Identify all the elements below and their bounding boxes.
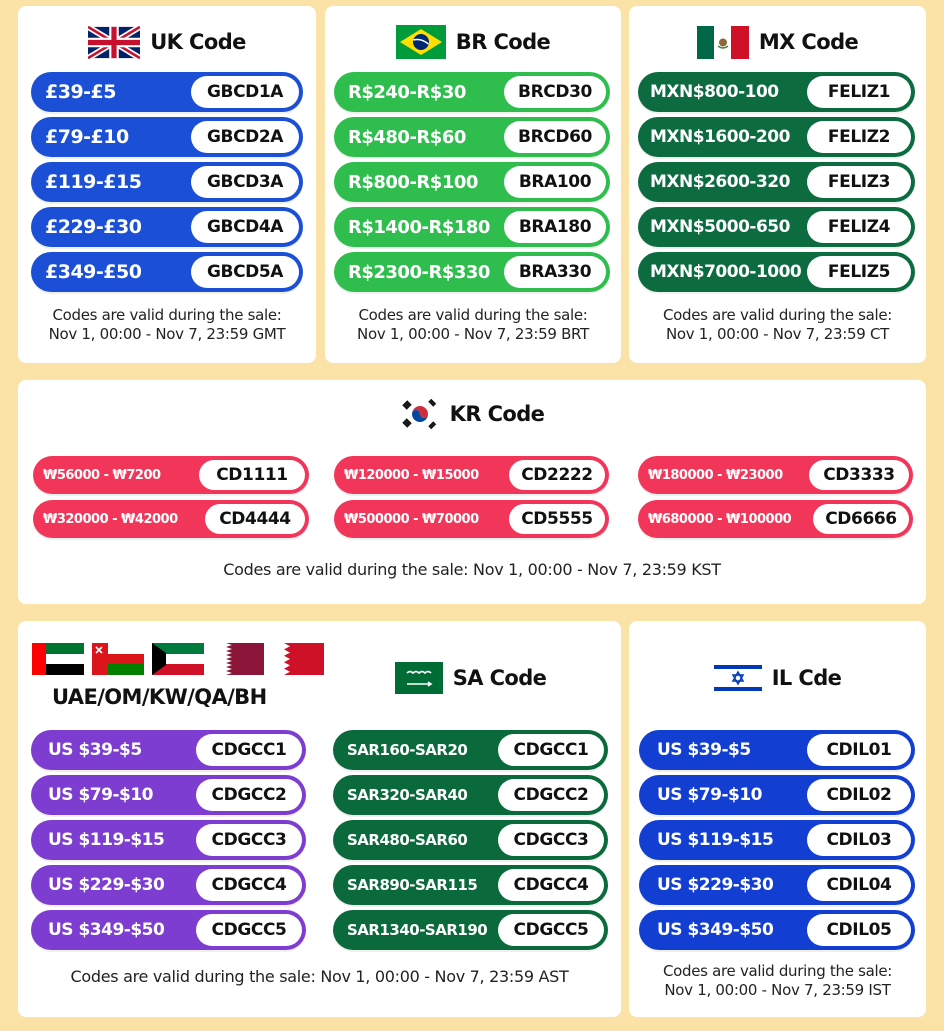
validity-note-line2: Nov 1, 00:00 - Nov 7, 23:59 BRT bbox=[357, 325, 589, 343]
discount-value: MXN$7000-1000 bbox=[650, 262, 802, 282]
promo-code[interactable]: BRA180 bbox=[504, 211, 606, 243]
validity-note-line2: Nov 1, 00:00 - Nov 7, 23:59 IST bbox=[664, 981, 891, 999]
discount-value: R$240-R$30 bbox=[348, 81, 466, 103]
code-row[interactable] bbox=[333, 775, 608, 815]
promo-code[interactable]: CDGCC4 bbox=[196, 869, 302, 901]
promo-code[interactable]: GBCD4A bbox=[191, 211, 299, 243]
promo-code[interactable]: BRA100 bbox=[504, 166, 606, 198]
uk-code-header bbox=[18, 26, 316, 58]
promo-code[interactable]: CD6666 bbox=[813, 504, 909, 534]
promo-code[interactable]: CDIL02 bbox=[807, 779, 911, 811]
discount-value: US $39-$5 bbox=[657, 740, 751, 760]
discount-value: £119-£15 bbox=[45, 171, 142, 193]
validity-note-line2: Nov 1, 00:00 - Nov 7, 23:59 CT bbox=[665, 325, 890, 343]
code-row[interactable] bbox=[638, 117, 915, 157]
panel-title: UK Code bbox=[150, 30, 246, 54]
discount-value: R$1400-R$180 bbox=[348, 216, 490, 238]
promo-code[interactable]: CDGCC5 bbox=[196, 914, 302, 946]
promo-code[interactable]: CD4444 bbox=[205, 504, 305, 534]
code-row[interactable] bbox=[31, 775, 306, 815]
discount-value: US $229-$30 bbox=[48, 875, 165, 895]
discount-value: US $349-$50 bbox=[657, 920, 774, 940]
code-row[interactable] bbox=[638, 252, 915, 292]
discount-value: US $79-$10 bbox=[48, 785, 153, 805]
discount-value: US $119-$15 bbox=[657, 830, 774, 850]
code-row[interactable] bbox=[334, 162, 610, 202]
code-row[interactable] bbox=[31, 820, 306, 860]
gcc-sa-code-panel bbox=[18, 621, 621, 1017]
code-row[interactable] bbox=[31, 865, 306, 905]
br-code-header bbox=[325, 26, 621, 58]
uk-code-list bbox=[31, 72, 303, 297]
br-code-panel bbox=[325, 6, 621, 363]
mexico-flag-icon bbox=[697, 26, 749, 59]
sa-code-header bbox=[320, 661, 621, 695]
discount-value: MXN$5000-650 bbox=[650, 217, 790, 237]
promo-code[interactable]: GBCD1A bbox=[191, 76, 299, 108]
code-row[interactable] bbox=[333, 730, 608, 770]
promo-code[interactable]: CDGCC3 bbox=[196, 824, 302, 856]
validity-note bbox=[18, 306, 316, 344]
code-row[interactable] bbox=[31, 117, 303, 157]
mx-code-list bbox=[638, 72, 915, 297]
promo-code[interactable]: CDIL04 bbox=[807, 869, 911, 901]
validity-note-line1: Codes are valid during the sale: bbox=[52, 306, 282, 324]
code-row[interactable] bbox=[334, 117, 610, 157]
validity-note: Codes are valid during the sale: Nov 1, 00:00 - Nov 7, 23:59 AST bbox=[70, 967, 569, 986]
discount-value: ₩56000 - ₩7200 bbox=[43, 467, 161, 483]
code-row[interactable] bbox=[334, 207, 610, 247]
validity-note-line1: Codes are valid during the sale: bbox=[662, 306, 893, 324]
discount-value: £39-£5 bbox=[45, 81, 116, 103]
code-row[interactable] bbox=[639, 730, 915, 770]
brazil-flag-icon bbox=[396, 25, 446, 59]
discount-value: ₩180000 - ₩23000 bbox=[648, 467, 783, 483]
discount-value: ₩500000 - ₩70000 bbox=[344, 511, 479, 527]
code-row[interactable] bbox=[333, 820, 608, 860]
promo-code[interactable]: GBCD3A bbox=[191, 166, 299, 198]
code-row[interactable] bbox=[333, 910, 608, 950]
discount-value: US $119-$15 bbox=[48, 830, 165, 850]
kr-code-header bbox=[18, 396, 926, 432]
promo-code[interactable]: FELIZ4 bbox=[807, 211, 911, 243]
promo-code[interactable]: CD1111 bbox=[199, 460, 305, 490]
code-row[interactable] bbox=[31, 207, 303, 247]
kr-code-panel bbox=[18, 380, 926, 604]
discount-value: R$480-R$60 bbox=[348, 126, 466, 148]
panel-title: MX Code bbox=[758, 30, 859, 54]
promo-code[interactable]: BRA330 bbox=[504, 256, 606, 288]
panel-title: KR Code bbox=[449, 402, 545, 426]
saudi-arabia-flag-icon bbox=[395, 662, 443, 694]
promo-code[interactable]: GBCD5A bbox=[191, 256, 299, 288]
validity-note-line1: Codes are valid during the sale: bbox=[662, 962, 893, 980]
code-row[interactable] bbox=[31, 252, 303, 292]
uk-flag-icon bbox=[88, 26, 140, 59]
promo-code[interactable]: CDGCC1 bbox=[196, 734, 302, 766]
code-row[interactable] bbox=[33, 500, 309, 538]
gcc-flags bbox=[32, 643, 324, 675]
code-row[interactable] bbox=[638, 500, 913, 538]
il-code-header bbox=[629, 661, 926, 695]
validity-note bbox=[629, 962, 926, 1000]
discount-value: R$800-R$100 bbox=[348, 171, 478, 193]
code-row[interactable] bbox=[638, 456, 913, 494]
kuwait-flag-icon bbox=[152, 643, 204, 675]
promo-code[interactable]: CDGCC3 bbox=[498, 824, 604, 856]
south-korea-flag-icon bbox=[400, 397, 440, 431]
code-row[interactable] bbox=[31, 910, 306, 950]
code-row[interactable] bbox=[638, 72, 915, 112]
code-row[interactable] bbox=[334, 500, 609, 538]
discount-value: MXN$2600-320 bbox=[650, 172, 790, 192]
mx-code-panel bbox=[629, 6, 926, 363]
code-row[interactable] bbox=[33, 456, 309, 494]
uae-flag-icon bbox=[32, 643, 84, 675]
promo-code[interactable]: FELIZ1 bbox=[807, 76, 911, 108]
br-code-list bbox=[334, 72, 610, 297]
uk-code-panel bbox=[18, 6, 316, 363]
code-row[interactable] bbox=[638, 162, 915, 202]
panel-title: BR Code bbox=[455, 30, 551, 54]
validity-note-line2: Nov 1, 00:00 - Nov 7, 23:59 GMT bbox=[48, 325, 286, 343]
oman-flag-icon bbox=[92, 643, 144, 675]
code-row[interactable] bbox=[639, 775, 915, 815]
bahrain-flag-icon bbox=[272, 643, 324, 675]
code-row[interactable] bbox=[334, 252, 610, 292]
discount-value: SAR890-SAR115 bbox=[347, 876, 478, 894]
promo-code[interactable]: CD5555 bbox=[509, 504, 605, 534]
discount-value: £229-£30 bbox=[45, 216, 142, 238]
code-row[interactable] bbox=[334, 72, 610, 112]
promo-code[interactable]: CDIL03 bbox=[807, 824, 911, 856]
discount-value: ₩120000 - ₩15000 bbox=[344, 467, 479, 483]
code-row[interactable] bbox=[334, 456, 609, 494]
validity-note bbox=[629, 306, 926, 344]
promo-code[interactable]: BRCD60 bbox=[504, 121, 606, 153]
promo-code[interactable]: FELIZ5 bbox=[807, 256, 911, 288]
code-row[interactable] bbox=[31, 730, 306, 770]
promo-code[interactable]: FELIZ2 bbox=[807, 121, 911, 153]
validity-note: Codes are valid during the sale: Nov 1, 00:00 - Nov 7, 23:59 KST bbox=[223, 560, 721, 579]
code-row[interactable] bbox=[31, 72, 303, 112]
promo-code[interactable]: CD2222 bbox=[509, 460, 605, 490]
gcc-code-list bbox=[31, 730, 306, 955]
discount-value: ₩680000 - ₩100000 bbox=[648, 511, 792, 527]
promo-code[interactable]: CDIL05 bbox=[807, 914, 911, 946]
discount-value: US $79-$10 bbox=[657, 785, 762, 805]
il-code-list bbox=[639, 730, 915, 955]
code-row[interactable] bbox=[638, 207, 915, 247]
sa-code-list bbox=[333, 730, 608, 955]
qatar-flag-icon bbox=[212, 643, 264, 675]
discount-value: ₩320000 - ₩42000 bbox=[43, 511, 178, 527]
code-row[interactable] bbox=[639, 820, 915, 860]
israel-flag-icon bbox=[714, 662, 762, 694]
discount-value: SAR320-SAR40 bbox=[347, 786, 468, 804]
discount-value: £79-£10 bbox=[45, 126, 129, 148]
discount-value: SAR1340-SAR190 bbox=[347, 921, 488, 939]
panel-title: IL Cde bbox=[771, 666, 842, 690]
promo-code[interactable]: GBCD2A bbox=[191, 121, 299, 153]
promo-code[interactable]: CDIL01 bbox=[807, 734, 911, 766]
promo-code[interactable]: FELIZ3 bbox=[807, 166, 911, 198]
code-row[interactable] bbox=[31, 162, 303, 202]
panel-title: SA Code bbox=[452, 666, 547, 690]
il-code-panel bbox=[629, 621, 926, 1017]
promo-code[interactable]: CDGCC5 bbox=[498, 914, 604, 946]
code-row[interactable] bbox=[333, 865, 608, 905]
validity-note-line1: Codes are valid during the sale: bbox=[358, 306, 588, 324]
discount-value: SAR480-SAR60 bbox=[347, 831, 468, 849]
validity-note bbox=[325, 306, 621, 344]
discount-value: R$2300-R$330 bbox=[348, 261, 490, 283]
discount-value: SAR160-SAR20 bbox=[347, 741, 468, 759]
discount-value: MXN$1600-200 bbox=[650, 127, 790, 147]
promo-code[interactable]: CD3333 bbox=[809, 460, 909, 490]
promo-code[interactable]: BRCD30 bbox=[504, 76, 606, 108]
code-row[interactable] bbox=[639, 910, 915, 950]
promo-code[interactable]: CDGCC2 bbox=[498, 779, 604, 811]
gcc-title: UAE/OM/KW/QA/BH bbox=[52, 685, 267, 709]
discount-value: US $349-$50 bbox=[48, 920, 165, 940]
discount-value: US $39-$5 bbox=[48, 740, 142, 760]
promo-code[interactable]: CDGCC1 bbox=[498, 734, 604, 766]
discount-value: MXN$800-100 bbox=[650, 82, 779, 102]
promo-code[interactable]: CDGCC2 bbox=[196, 779, 302, 811]
kr-code-list bbox=[33, 456, 913, 540]
promo-code[interactable]: CDGCC4 bbox=[498, 869, 604, 901]
mx-code-header bbox=[629, 26, 926, 58]
discount-value: US $229-$30 bbox=[657, 875, 774, 895]
code-row[interactable] bbox=[639, 865, 915, 905]
discount-value: £349-£50 bbox=[45, 261, 142, 283]
